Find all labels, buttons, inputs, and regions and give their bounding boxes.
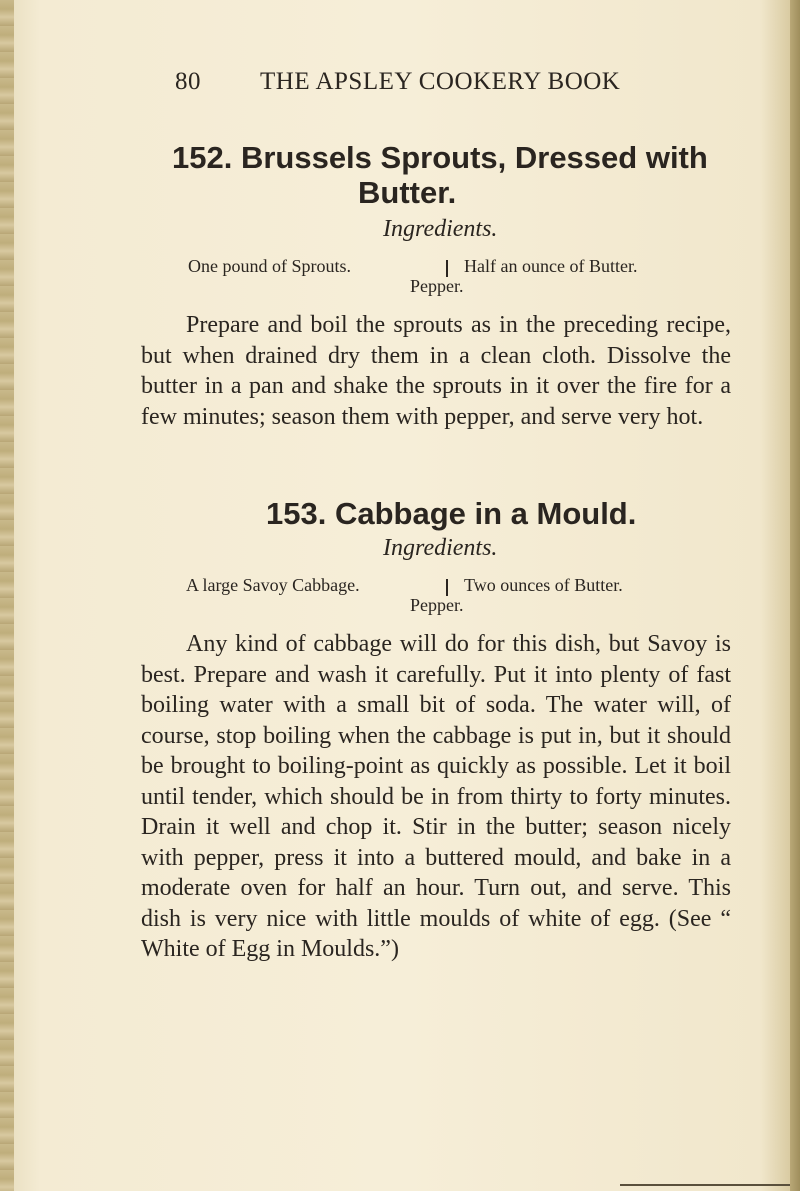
recipe-152-title-line2: Butter. [358, 175, 457, 210]
page-number: 80 [175, 68, 201, 95]
recipe-152-ingredient-center: Pepper. [410, 276, 464, 296]
recipe-152-title-line1: 152. Brussels Sprouts, Dressed with [172, 140, 708, 175]
recipe-153-ingredient-left: A large Savoy Cabbage. [186, 575, 360, 595]
page-binding-edge [0, 0, 14, 1191]
recipe-153-ingredient-right: Two ounces of Butter. [464, 575, 623, 595]
recipe-152-ingredients-heading: Ingredients. [383, 216, 498, 242]
recipe-153-instructions: Any kind of cabbage will do for this dish, but Savoy is best. Prepare and wash it carefully. Put it into plenty of fast boiling water with a small bit of soda. The water will, of course, stop boiling when the cabbage is put in, but it should be brought to boiling-point as quickly as possible. Let it boil until tender, which should be in from thirty to forty minutes. Drain it well and chop it. Stir in the butter; season nicely with pepper, press it into a buttered mould, and bake in a moderate oven for half an hour. Turn out, and serve. This dish is very nice with little moulds of white of egg. (See “ White of Egg in Moulds.”) [141, 631, 731, 962]
recipe-153-title: 153. Cabbage in a Mould. [266, 496, 637, 531]
recipe-153-ingredient-center: Pepper. [410, 595, 464, 615]
recipe-153-ingredients-heading: Ingredients. [383, 535, 498, 561]
page-fore-edge [790, 0, 800, 1191]
recipe-152-ingredient-left: One pound of Sprouts. [188, 256, 351, 276]
recipe-152-instructions: Prepare and boil the sprouts as in the preceding recipe, but when drained dry them in a clean cloth. Dissolve the butter in a pan and shake the sprouts in it over the fire for a few minutes; season them with pepper, and serve very hot. [141, 312, 731, 430]
recipe-152-ingredient-right: Half an ounce of Butter. [464, 256, 638, 276]
ingredient-separator [446, 260, 448, 277]
page-header [175, 68, 675, 108]
ingredient-separator [446, 579, 448, 596]
running-title: THE APSLEY COOKERY BOOK [260, 68, 621, 95]
page-bottom-edge-line [620, 1184, 790, 1186]
